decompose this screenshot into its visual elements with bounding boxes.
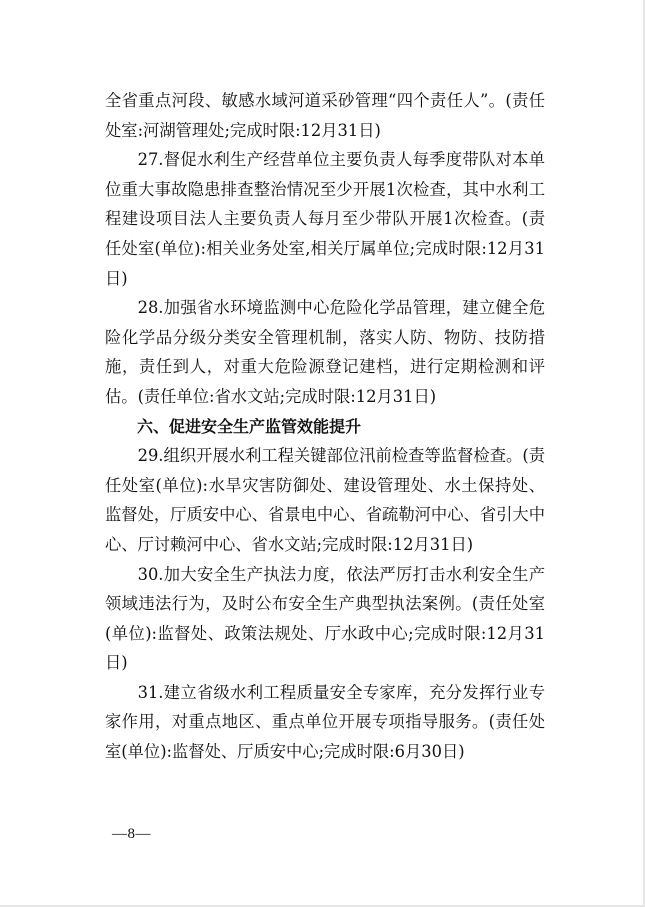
paragraph-item-27: 27.督促水利生产经营单位主要负责人每季度带队对本单位重大事故隐患排查整治情况至少开展1次检查，其中水利工程建设项目法人主要负责人每月至少带队开展1次检查。(责任处室(单位):相关业务处室,相关厅属单位;完成时限:12月31日) [105,150,545,288]
section-heading: 六、促进安全生产监管效能提升 [137,416,362,436]
page-number: —8— [112,826,151,842]
paragraph-continuation: 全省重点河段、敏感水域河道采砂管理“四个责任人”。(责任处室:河湖管理处;完成时限:12月31日) [105,91,545,140]
paragraph-item-31: 31.建立省级水利工程质量安全专家库，充分发挥行业专家作用，对重点地区、重点单位开展专项指导服务。(责任处室(单位):监督处、厅质安中心;完成时限:6月30日) [105,682,545,762]
document-body [105,86,545,767]
paragraph-item-28: 28.加强省水环境监测中心危险化学品管理，建立健全危险化学品分级分类安全管理机制，落实人防、物防、技防措施，责任到人，对重大危险源登记建档，进行定期检测和评估。(责任单位:省水文站;完成时限:12月31日) [105,298,545,406]
paragraph-item-29: 29.组织开展水利工程关键部位汛前检查等监督检查。(责任处室(单位):水旱灾害防御处、建设管理处、水土保持处、监督处，厅质安中心、省景电中心、省疏勒河中心、省引大中心、厅讨赖河中心、省水文站;完成时限:12月31日) [105,446,545,554]
paragraph-item-30: 30.加大安全生产执法力度，依法严厉打击水利安全生产领域违法行为，及时公布安全生产典型执法案例。(责任处室(单位):监督处、政策法规处、厅水政中心;完成时限:12月31日) [105,564,545,673]
